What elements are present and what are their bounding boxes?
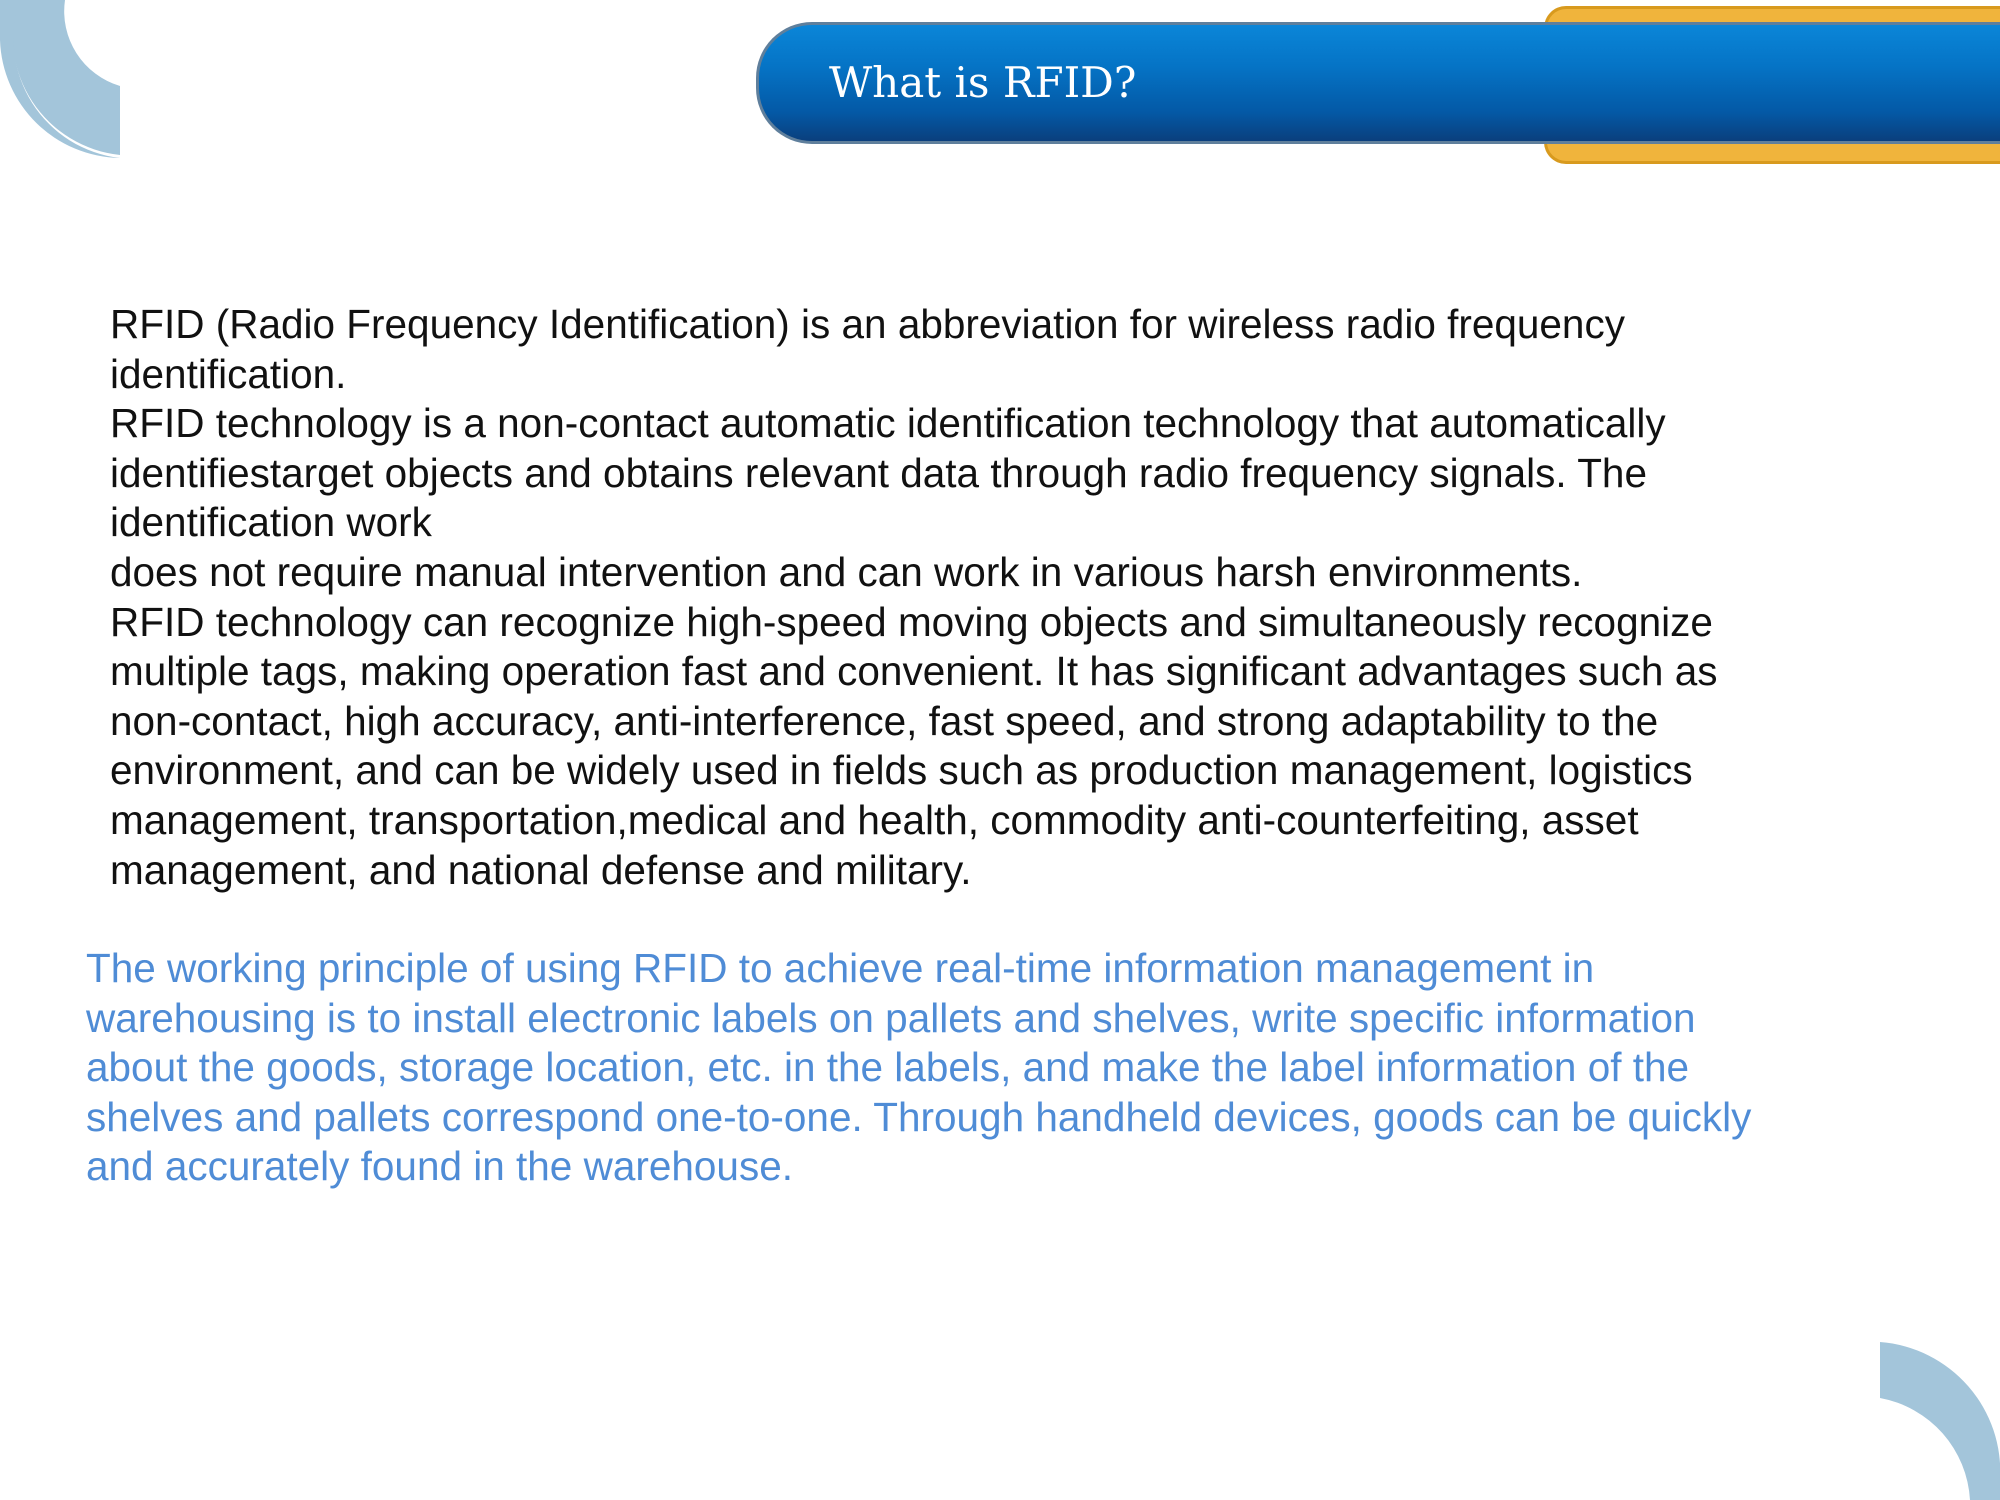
principle-line: about the goods, storage location, etc. in the labels, and make the label information of the	[86, 1044, 1690, 1091]
body-line: multiple tags, making operation fast and convenient. It has significant advantages such as	[110, 648, 1718, 695]
body-line: identification work	[110, 499, 432, 546]
crescent-decoration-top-left	[0, 0, 130, 170]
title-banner	[756, 6, 2000, 166]
principle-paragraph	[86, 944, 1966, 1192]
body-line: identifiestarget objects and obtains relevant data through radio frequency signals. The	[110, 449, 1647, 496]
body-line: management, transportation,medical and health, commodity anti-counterfeiting, asset	[110, 796, 1639, 843]
body-line: environment, and can be widely used in fields such as production management, logistics	[110, 747, 1693, 794]
principle-line: warehousing is to install electronic labels on pallets and shelves, write specific information	[86, 994, 1696, 1041]
body-line: management, and national defense and military.	[110, 846, 972, 893]
body-line: RFID technology is a non-contact automatic identification technology that automatically	[110, 400, 1666, 447]
crescent-decoration-bottom-right	[1870, 1330, 2000, 1500]
principle-line: The working principle of using RFID to achieve real-time information management in	[86, 945, 1595, 991]
principle-line: and accurately found in the warehouse.	[86, 1143, 793, 1190]
slide-title: What is RFID?	[829, 58, 1137, 107]
body-line: RFID (Radio Frequency Identification) is an abbreviation for wireless radio frequency	[110, 301, 1625, 347]
body-line: non-contact, high accuracy, anti-interference, fast speed, and strong adaptability to the	[110, 697, 1659, 744]
body-line: identification.	[110, 350, 347, 397]
banner-blue-bar	[756, 22, 2000, 144]
principle-line: shelves and pallets correspond one-to-one. Through handheld devices, goods can be quickly	[86, 1093, 1752, 1140]
body-line: RFID technology can recognize high-speed moving objects and simultaneously recognize	[110, 598, 1713, 645]
body-paragraph	[110, 300, 1920, 895]
body-line: does not require manual intervention and can work in various harsh environments.	[110, 548, 1583, 595]
